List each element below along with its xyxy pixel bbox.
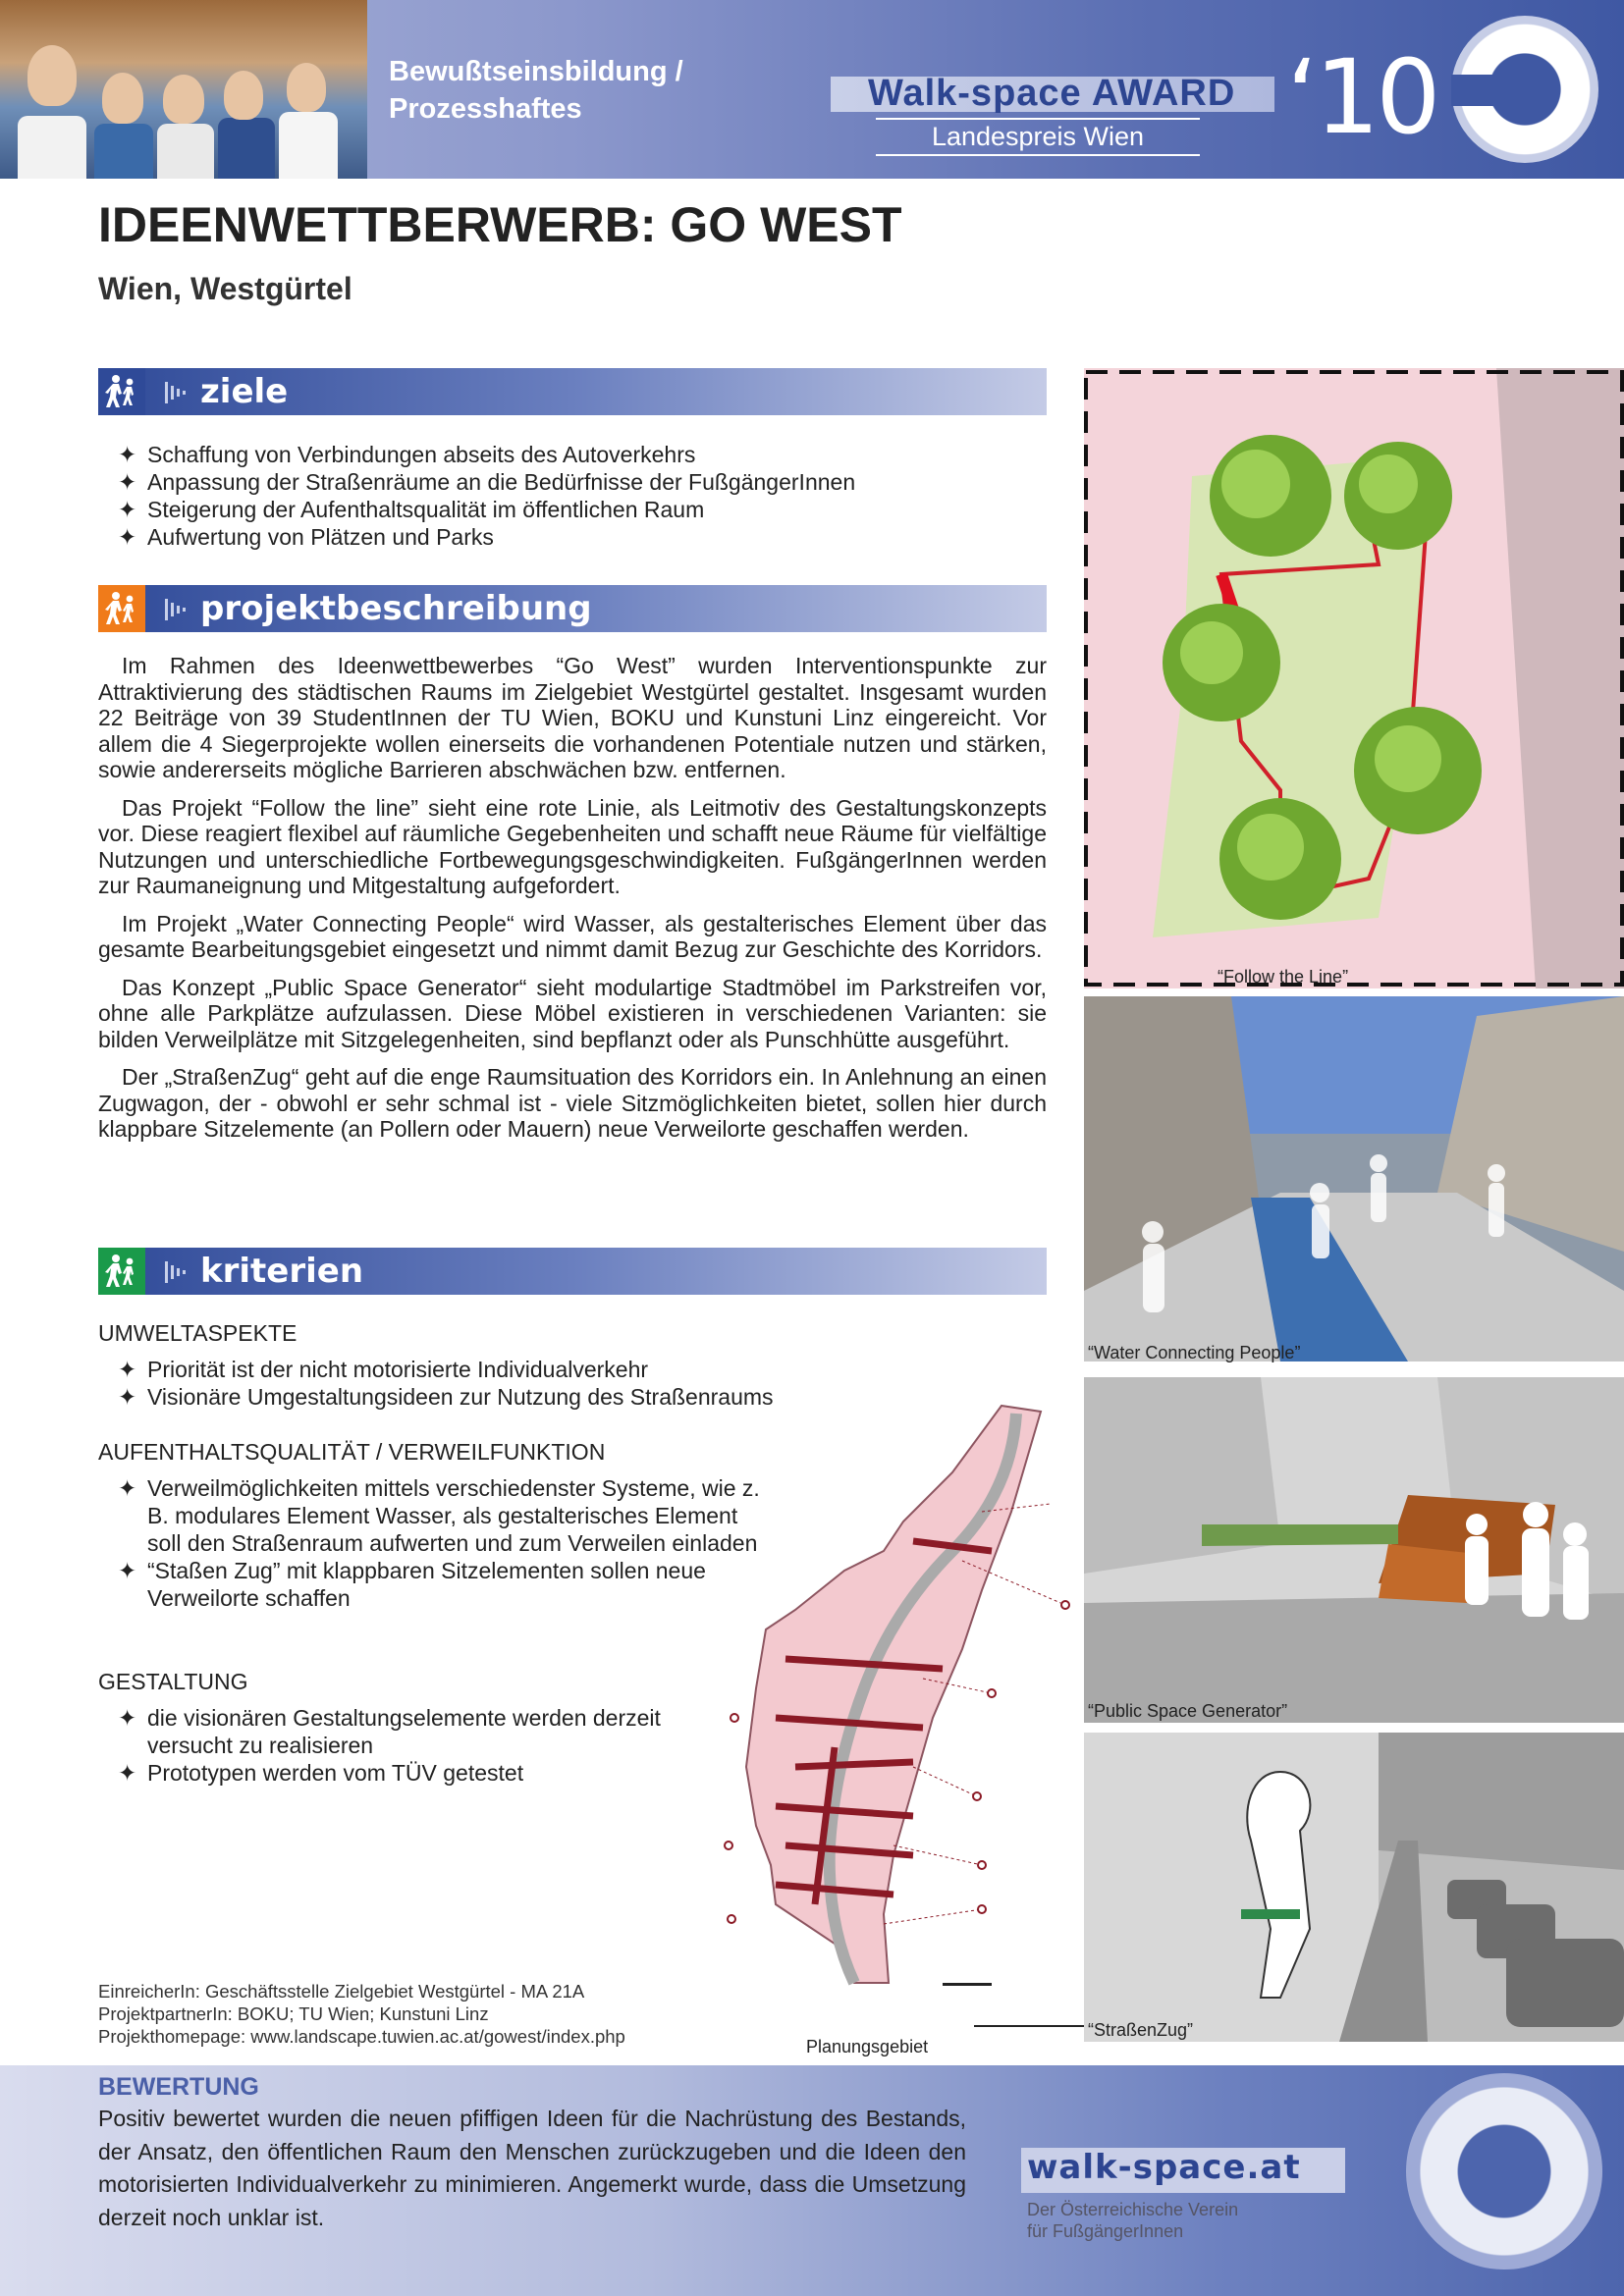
map-caption: Planungsgebiet [806,2037,929,2056]
evaluation-heading: BEWERTUNG [98,2073,259,2101]
criteria-list [98,1356,785,1411]
walk-space-logo: walk-space.at [1027,2148,1301,2187]
bullet-star-icon: ✦ [118,442,137,467]
award-title: Walk-space AWARD [868,73,1236,114]
scale-bar [974,2025,1090,2027]
list-item: ✦ Verweilmöglichkeiten mittels verschiedenster Systeme, wie z. B. modulares Element Wasser, als gestalterisches Element soll den Straßenraum aufwerten und zum Verweilen einladen [118,1475,760,1556]
list-item: ✦ Priorität ist der nicht motorisierte Individualverkehr [118,1357,649,1382]
award-logo-bar [1451,75,1522,106]
criteria-heading: GESTALTUNG [98,1669,248,1694]
image-caption-water-connecting-people: “Water Connecting People” [1088,1343,1301,1362]
project-description [98,653,1047,1154]
walk-space-tagline-line2: für FußgängerInnen [1027,2221,1184,2241]
bullet-star-icon: ✦ [118,469,137,495]
page-subtitle: Wien, Westgürtel [98,271,352,306]
list-item: ✦ Aufwertung von Plätzen und Parks [118,524,494,550]
bullet-star-icon: ✦ [118,1705,137,1731]
award-category [389,53,782,128]
criteria-list [98,1474,785,1612]
bullet-star-icon: ✦ [118,1384,137,1410]
image-water-connecting-people [1084,996,1624,1362]
section-lines-icon [165,599,192,620]
credits [98,1980,625,2048]
walk-space-logo-icon [1406,2073,1602,2269]
criteria-heading: UMWELTASPEKTE [98,1320,298,1346]
credit-line: Projekthomepage: www.landscape.tuwien.ac.at/gowest/index.php [98,2026,625,2047]
list-item: ✦ die visionären Gestaltungselemente werden derzeit versucht zu realisieren [118,1705,661,1758]
list-item: ✦ Prototypen werden vom TÜV getestet [118,1760,524,1786]
image-caption-follow-the-line: “Follow the Line” [1218,967,1349,987]
image-public-space-generator [1084,1377,1624,1723]
award-year: ‘10 [1286,37,1437,157]
image-strassenzug [1084,1733,1624,2042]
pedestrians-icon [98,585,145,632]
section-bar-ziele [98,368,1047,415]
section-bar-kriterien [98,1248,1047,1295]
criteria-heading: AUFENTHALTSQUALITÄT / VERWEILFUNKTION [98,1439,606,1465]
award-category-line2: Prozesshaftes [389,93,582,125]
evaluation-text: Positiv bewertet wurden die neuen pfiffigen Ideen für die Nachrüstung des Bestands, der Ansatz, den öffentlichen Raum den Menschen zurückzugeben und die Ideen den motorisierten Individualverkehr zu minimieren. Angemerkt wurde, dass die Umsetzung derzeit noch unklar ist. [98,2106,966,2230]
list-item: ✦ “Staßen Zug” mit klappbaren Sitzelementen sollen neue Verweilorte schaffen [118,1558,706,1611]
bullet-star-icon: ✦ [118,1357,137,1382]
section-lines-icon [165,382,192,403]
image-follow-the-line [1084,368,1624,988]
description-paragraph: Im Projekt „Water Connecting People“ wird Wasser, als gestalterisches Element über das gesamte Bearbeitungsgebiet eingesetzt und nimmt damit Bezug zur Geschichte des Korridors. [98,910,1047,962]
section-title-kriterien: kriterien [200,1252,364,1291]
list-item: ✦ Visionäre Umgestaltungsideen zur Nutzung des Straßenraums [118,1384,774,1410]
credit-line: EinreicherIn: Geschäftsstelle Zielgebiet Westgürtel - MA 21A [98,1981,585,2002]
award-category-line1: Bewußtseinsbildung / [389,56,683,87]
bullet-star-icon: ✦ [118,1760,137,1786]
bullet-star-icon: ✦ [118,1558,137,1583]
section-title-ziele: ziele [200,372,289,411]
pedestrians-icon [98,368,145,415]
walk-space-tagline [1027,2199,1238,2242]
header-photo-children [0,0,367,179]
description-paragraph: Im Rahmen des Ideenwettbewerbes “Go West” wurden Interventionspunkte zur Attraktivierung des städtischen Raums im Zielgebiet Westgürtel gestaltet. Insgesamt wurden 22 Beiträge von 39 StudentInnen der TU Wien, BOKU und Kunstuni Linz eingereicht. Vor allem die 4 Siegerprojekte wollen einerseits die vorhandenen Potentiale nutzen und stärken, sowie andererseits mögliche Barrieren abschwächen bzw. entfernen. [98,653,1047,782]
section-lines-icon [165,1261,192,1283]
list-item: ✦ Steigerung der Aufenthaltsqualität im öffentlichen Raum [118,497,705,522]
list-item: ✦ Anpassung der Straßenräume an die Bedürfnisse der FußgängerInnen [118,469,856,495]
image-caption-strassenzug: “StraßenZug” [1088,2020,1194,2040]
credit-line: ProjektpartnerIn: BOKU; TU Wien; Kunstuni Linz [98,2003,489,2024]
pedestrians-icon [98,1248,145,1295]
ziele-list [98,441,1041,551]
section-title-projektbeschreibung: projektbeschreibung [200,589,592,628]
image-caption-public-space-generator: “Public Space Generator” [1088,1701,1288,1721]
award-subtitle: Landespreis Wien [876,118,1200,156]
description-paragraph: Das Konzept „Public Space Generator“ sieht modulartige Stadtmöbel im Parkstreifen vor, ohne alle Parkplätze aufzulassen. Diese Möbel existieren in verschiedenen Varianten: sie bilden Verweilplätze mit Sitzgelegenheiten, sind bepflanzt oder als Punschhütte ausgeführt. [98,974,1047,1052]
list-item: ✦ Schaffung von Verbindungen abseits des Autoverkehrs [118,442,696,467]
bullet-star-icon: ✦ [118,497,137,522]
bullet-star-icon: ✦ [118,1475,137,1501]
criteria-list [98,1704,785,1787]
walk-space-tagline-line1: Der Österreichische Verein [1027,2200,1239,2219]
section-bar-projektbeschreibung [98,585,1047,632]
page-title: IDEENWETTBERWERB: GO WEST [98,197,902,252]
planning-area-map [717,1394,1090,2002]
description-paragraph: Das Projekt “Follow the line” sieht eine rote Linie, als Leitmotiv des Gestaltungskonzepts vor. Diese reagiert flexibel auf räumliche Gegebenheiten und schafft neue Räume für vielfältige Nutzungen und unterschiedliche Fortbewegungsgeschwindigkeiten. FußgängerInnen werden zur Raumaneignung und Mitgestaltung aufgefordert. [98,794,1047,898]
description-paragraph: Der „StraßenZug“ geht auf die enge Raumsituation des Korridors ein. In Anlehnung an einen Zugwagon, der - obwohl er sehr schmal ist - viele Sitzmöglichkeiten bietet, sollen hier durch klappbare Sitzelemente (an Pollern oder Mauern) neue Verweilorte geschaffen werden. [98,1064,1047,1142]
bullet-star-icon: ✦ [118,524,137,550]
